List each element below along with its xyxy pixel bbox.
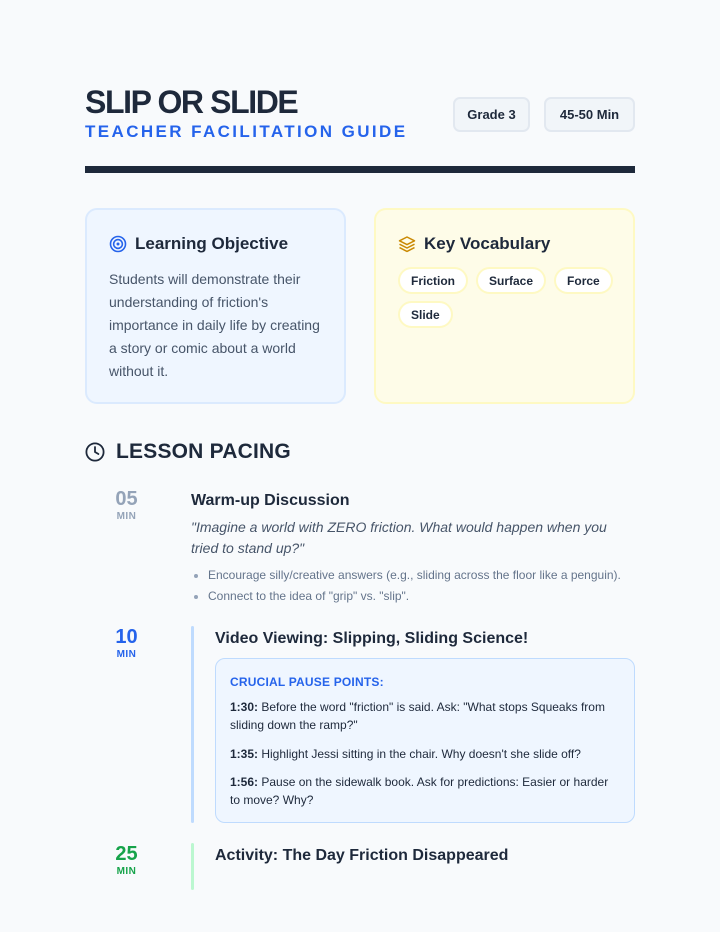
target-icon [109, 235, 127, 253]
key-vocabulary-card [374, 208, 635, 404]
step-1-bullets [191, 565, 641, 607]
step-2-timeline-bar [191, 626, 194, 823]
step-1-title: Warm-up Discussion [191, 492, 350, 509]
list-item: Encourage silly/creative answers (e.g., sliding across the floor like a penguin). [191, 565, 641, 586]
step-2-minutes: 10 [115, 626, 138, 648]
learning-objective-text: Students will demonstrate their understanding of friction's importance in daily life by creating a story or comic about a world without it. [109, 271, 320, 379]
grade-badge: Grade 3 [453, 97, 530, 132]
lesson-pacing-title: LESSON PACING [116, 440, 291, 463]
pause-point [230, 698, 610, 734]
pause-points-heading: CRUCIAL PAUSE POINTS: [230, 675, 384, 689]
step-2-unit: MIN [116, 649, 137, 660]
pause-point-text: Before the word "friction" is said. Ask: "What stops Squeaks from sliding down the ramp?" [230, 700, 605, 732]
learning-objective-title: Learning Objective [135, 234, 289, 253]
vocab-chip-friction: Friction [398, 267, 468, 294]
pause-point-time: 1:35: [230, 747, 259, 761]
step-3-unit: MIN [116, 866, 137, 877]
pause-points-box [215, 658, 635, 823]
header [85, 84, 635, 174]
layers-icon [398, 235, 416, 253]
key-vocabulary-heading [398, 234, 550, 254]
pause-point-text: Highlight Jessi sitting in the chair. Why doesn't she slide off? [258, 747, 581, 761]
duration-badge: 45-50 Min [544, 97, 635, 132]
step-2-title: Video Viewing: Slipping, Sliding Science! [215, 630, 529, 647]
step-1-minutes: 05 [115, 488, 138, 510]
step-1-quote: "Imagine a world with ZERO friction. What would happen when you tried to stand up?" [191, 519, 607, 556]
pause-point [230, 773, 610, 809]
pause-point-time: 1:30: [230, 700, 259, 714]
vocab-chip-slide: Slide [398, 301, 453, 328]
step-3-timeline-bar [191, 843, 194, 890]
vocabulary-chips [398, 267, 623, 328]
pause-point [230, 745, 610, 763]
lesson-pacing-heading [85, 440, 291, 464]
key-vocabulary-title: Key Vocabulary [424, 234, 551, 253]
pause-point-time: 1:56: [230, 775, 259, 789]
learning-objective-card [85, 208, 346, 404]
pause-point-text: Pause on the sidewalk book. Ask for predictions: Easier or harder to move? Why? [230, 775, 609, 807]
header-divider [85, 166, 635, 173]
vocab-chip-surface: Surface [476, 267, 546, 294]
step-3-title: Activity: The Day Friction Disappeared [215, 847, 509, 864]
page-subtitle: TEACHER FACILITATION GUIDE [85, 122, 408, 141]
guide-page [85, 0, 635, 932]
clock-icon [85, 442, 105, 462]
step-3-minutes: 25 [115, 843, 138, 865]
learning-objective-heading [109, 234, 288, 254]
step-1-unit: MIN [116, 511, 137, 522]
list-item: Connect to the idea of "grip" vs. "slip". [191, 586, 641, 607]
vocab-chip-force: Force [554, 267, 613, 294]
page-title: SLIP OR SLIDE [85, 84, 298, 120]
